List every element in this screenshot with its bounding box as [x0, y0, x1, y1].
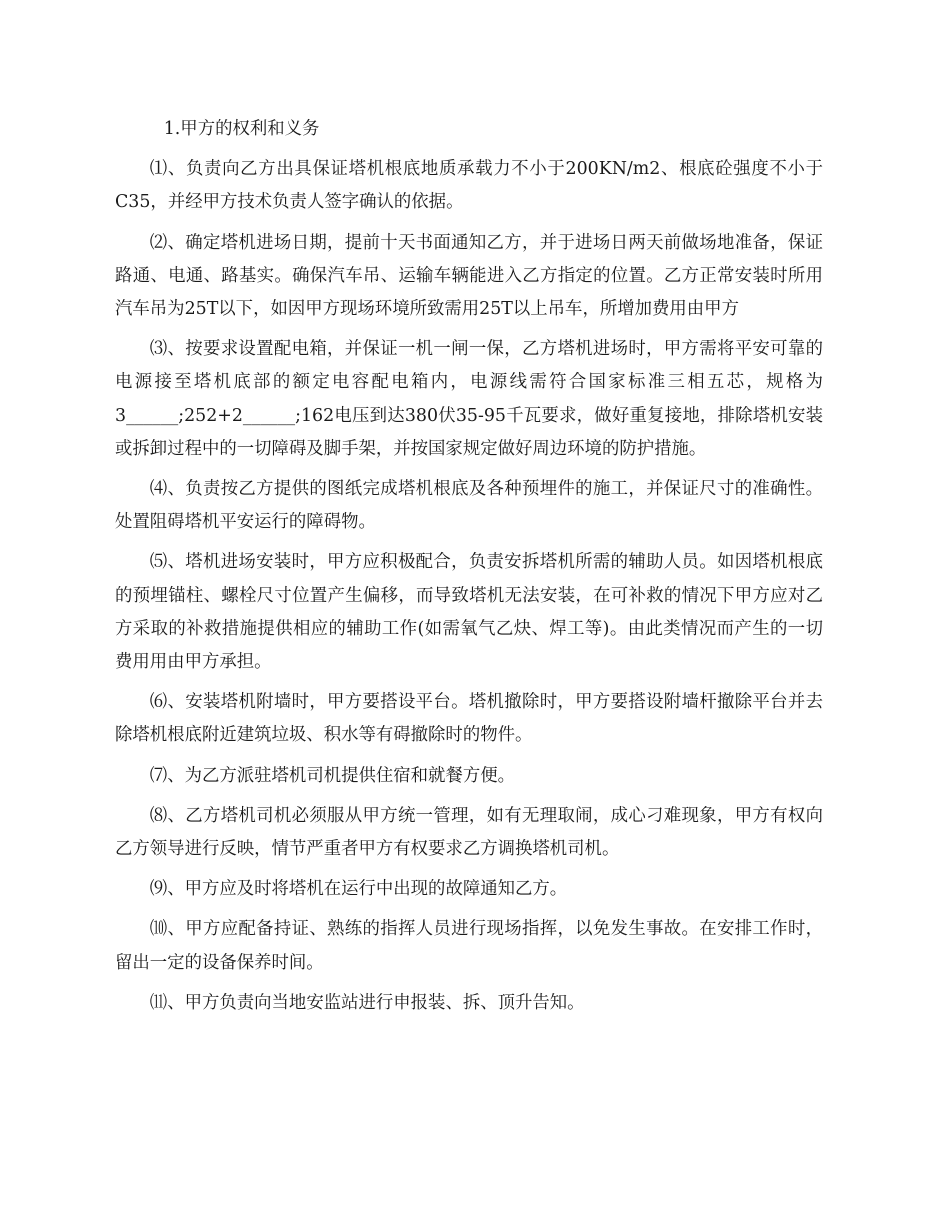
paragraph-4: ⑷、负责按乙方提供的图纸完成塔机根底及各种预埋件的施工，并保证尺寸的准确性。处置阻碍塔机平安运行的障碍物。: [115, 479, 823, 533]
paragraph-5: ⑸、塔机进场安装时，甲方应积极配合，负责安拆塔机所需的辅助人员。如因塔机根底的预埋锚柱、螺栓尺寸位置产生偏移，而导致塔机无法安装，在可补救的情况下甲方应对乙方采取的补救措施提供相应的辅助工作(如需氧气乙炔、焊工等)。由此类情况而产生的一切费用用由甲方承担。: [115, 552, 823, 673]
paragraph-6: ⑹、安装塔机附墙时，甲方要搭设平台。塔机撤除时，甲方要搭设附墙杆撤除平台并去除塔机根底附近建筑垃圾、积水等有碍撤除时的物件。: [115, 692, 823, 746]
section-heading: 1.甲方的权利和义务: [163, 119, 320, 139]
document-body: [115, 113, 823, 1027]
paragraph-3: ⑶、按要求设置配电箱，并保证一机一闸一保，乙方塔机进场时，甲方需将平安可靠的电源接至塔机底部的额定电容配电箱内，电源线需符合国家标准三相五芯，规格为3______;252+2______;162电压到达380伏35-95千瓦要求，做好重复接地，排除塔机安装或拆卸过程中的一切障碍及脚手架，并按国家规定做好周边环境的防护措施。: [115, 339, 823, 459]
paragraph-8: ⑻、乙方塔机司机必须服从甲方统一管理，如有无理取闹，成心刁难现象，甲方有权向乙方领导进行反映，情节严重者甲方有权要求乙方调换塔机司机。: [115, 805, 823, 860]
paragraph-1: ⑴、负责向乙方出具保证塔机根底地质承载力不小于200KN/m2、根底砼强度不小于C35，并经甲方技术负责人签字确认的依据。: [115, 159, 823, 213]
paragraph-11: ⑾、甲方负责向当地安监站进行申报装、拆、顶升告知。: [149, 992, 585, 1013]
paragraph-2: ⑵、确定塔机进场日期，提前十天书面通知乙方，并于进场日两天前做场地准备，保证路通、电通、路基实。确保汽车吊、运输车辆能进入乙方指定的位置。乙方正常安装时所用汽车吊为25T以下，如因甲方现场环境所致需用25T以上吊车，所增加费用由甲方: [115, 232, 823, 320]
paragraph-9: ⑼、甲方应及时将塔机在运行中出现的故障通知乙方。: [149, 879, 568, 900]
paragraph-10: ⑽、甲方应配备持证、熟练的指挥人员进行现场指挥，以免发生事故。在安排工作时，留出一定的设备保养时间。: [115, 919, 823, 973]
paragraph-7: ⑺、为乙方派驻塔机司机提供住宿和就餐方便。: [149, 765, 516, 786]
